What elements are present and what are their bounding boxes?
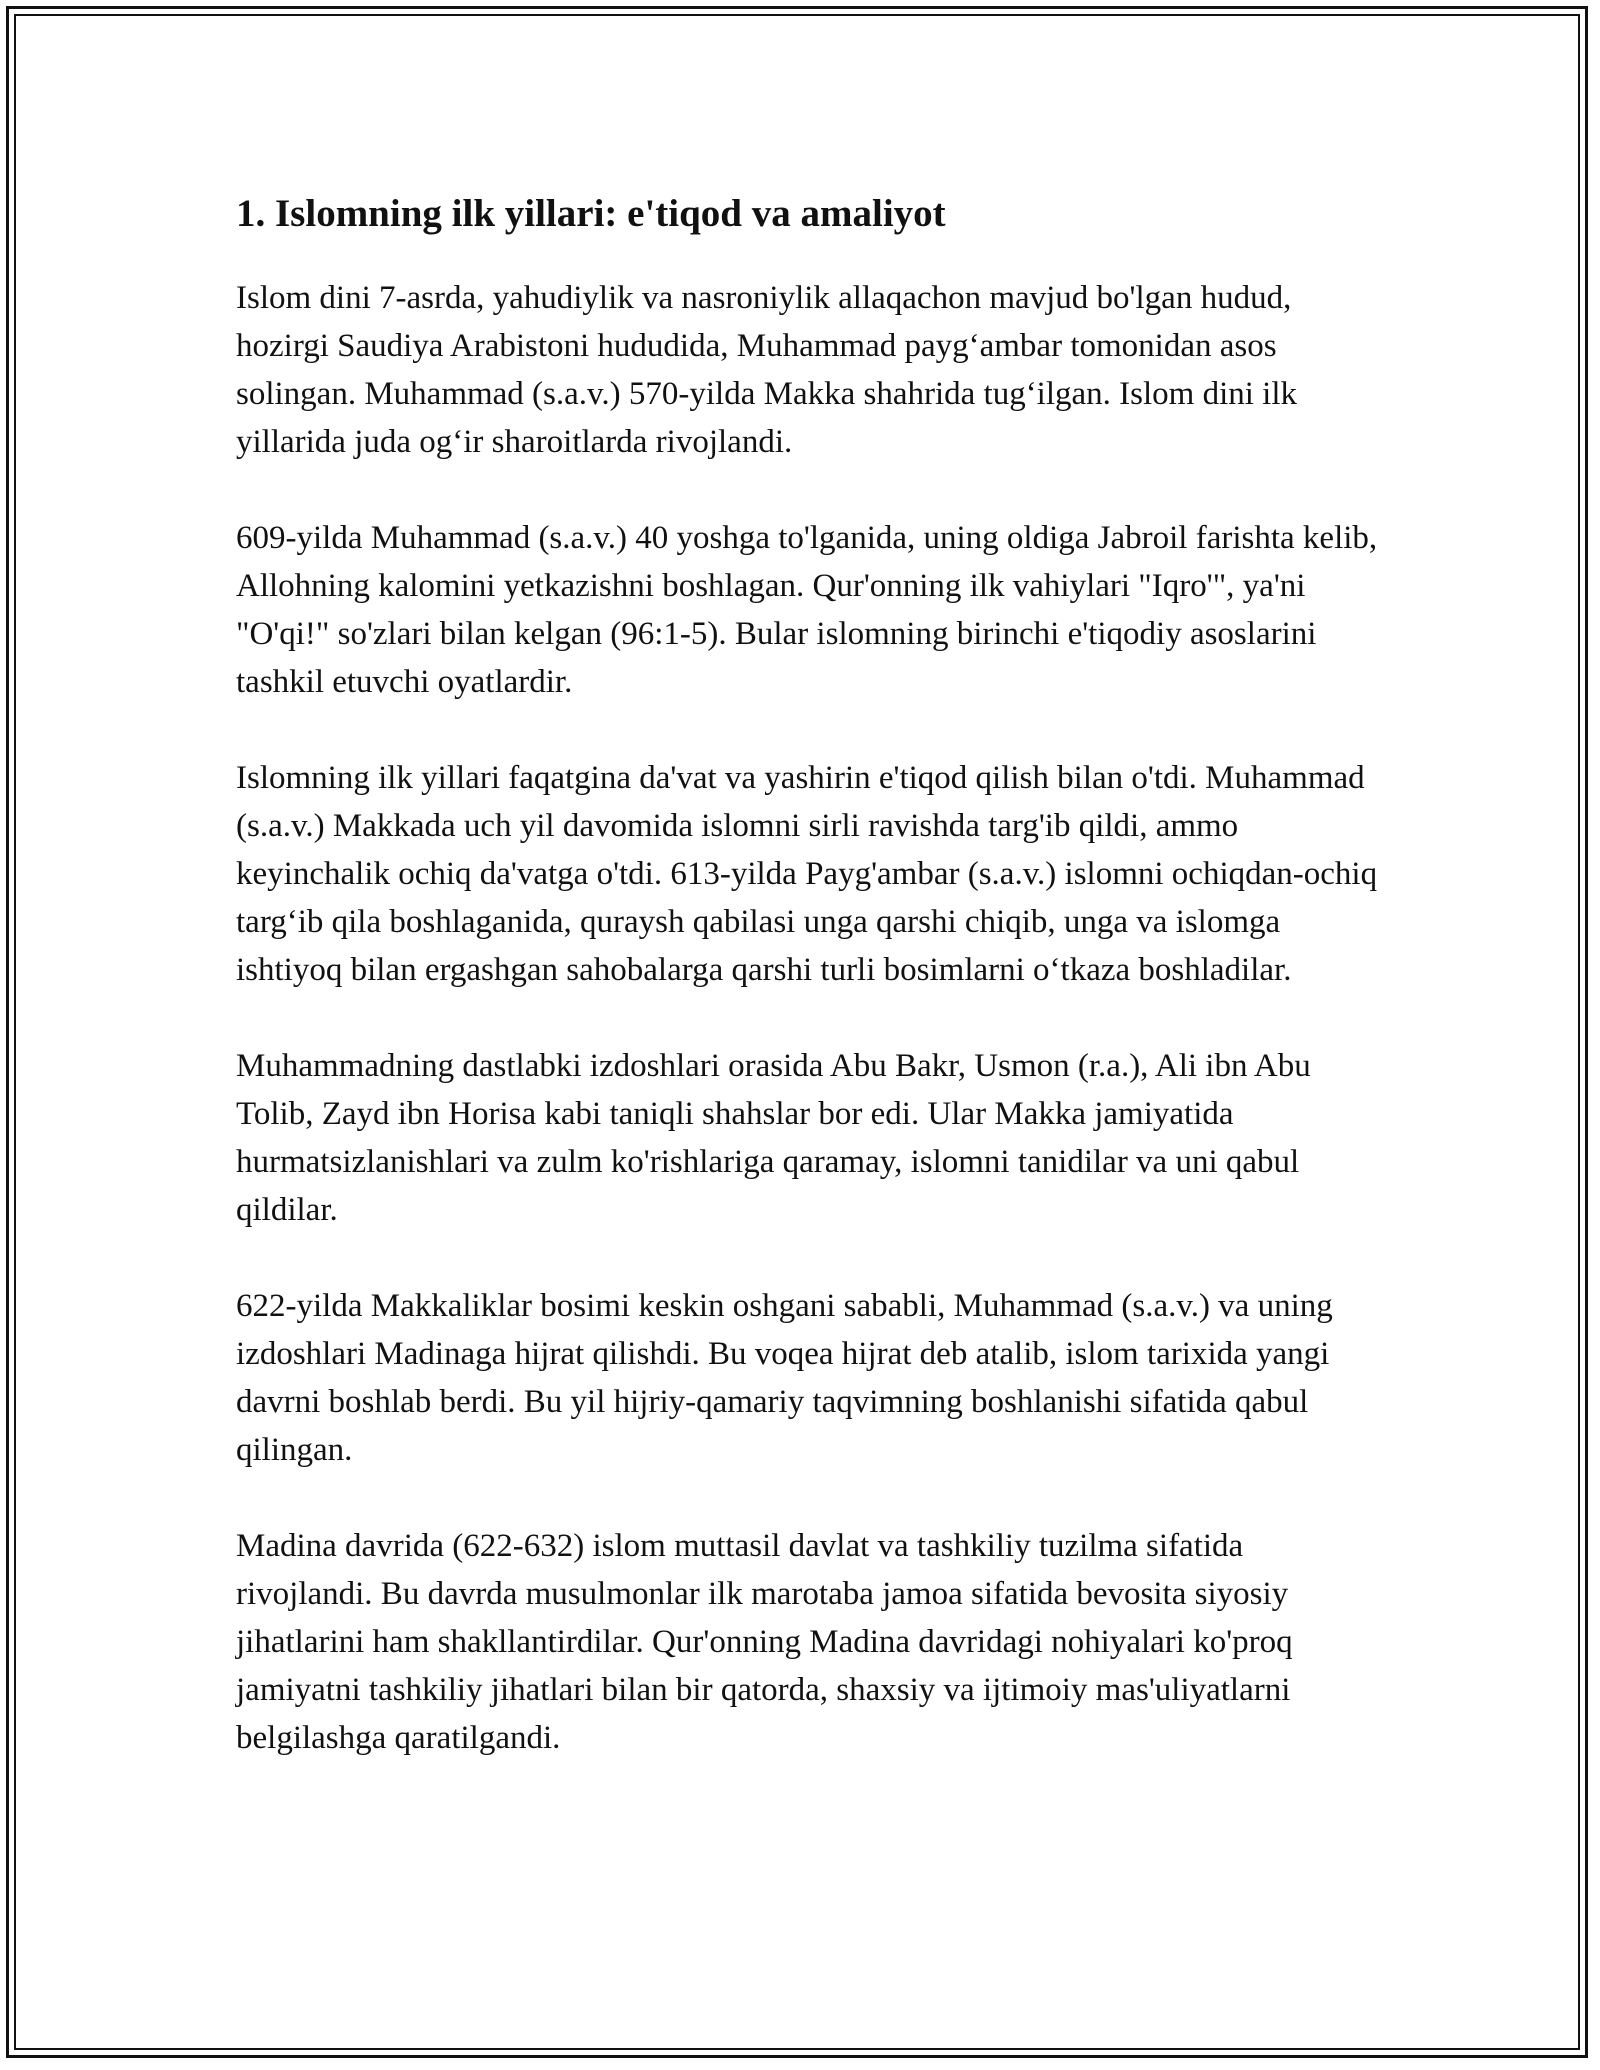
paragraph-1: Islom dini 7-asrda, yahudiylik va nasroniylik allaqachon mavjud bo'lgan hudud, hozirgi Saudiya Arabistoni hududida, Muhammad payg‘ambar tomonidan asos solingan. Muhammad (s.a.v.) 570-yilda Makka shahrida tug‘ilgan. Islom dini ilk yillarida juda og‘ir sharoitlarda rivojlandi.: [236, 280, 1298, 460]
paragraph-2: 609-yilda Muhammad (s.a.v.) 40 yoshga to'lganida, uning oldiga Jabroil farishta kelib, Allohning kalomini yetkazishni boshlagan. Qur'onning ilk vahiylari "Iqro'", ya'ni "O'qi!" so'zlari bilan kelgan (96:1-5). Bular islomning birinchi e'tiqodiy asoslarini tashkil etuvchi oyatlardir.: [236, 520, 1378, 700]
section-heading: 1. Islomning ilk yillari: e'tiqod va amaliyot: [236, 192, 946, 235]
document-body: [236, 184, 1386, 1810]
paragraph-3: Islomning ilk yillari faqatgina da'vat va yashirin e'tiqod qilish bilan o'tdi. Muhammad (s.a.v.) Makkada uch yil davomida islomni sirli ravishda targ'ib qildi, ammo keyinchalik ochiq da'vatga o'tdi. 613-yilda Payg'ambar (s.a.v.) islomni ochiqdan-ochiq targ‘ib qila boshlaganida, quraysh qabilasi unga qarshi chiqib, unga va islomga ishtiyoq bilan ergashgan sahobalarga qarshi turli bosimlarni o‘tkaza boshladilar.: [236, 760, 1378, 988]
paragraph-6: Madina davrida (622-632) islom muttasil davlat va tashkiliy tuzilma sifatida rivojlandi. Bu davrda musulmonlar ilk marotaba jamoa sifatida bevosita siyosiy jihatlarini ham shakllantirdilar. Qur'onning Madina davridagi nohiyalari ko'proq jamiyatni tashkiliy jihatlari bilan bir qatorda, shaxsiy va ijtimoiy mas'uliyatlarni belgilashga qaratilgandi.: [236, 1528, 1293, 1756]
paragraph-4: Muhammadning dastlabki izdoshlari orasida Abu Bakr, Usmon (r.a.), Ali ibn Abu Tolib, Zayd ibn Horisa kabi taniqli shahslar bor edi. Ular Makka jamiyatida hurmatsizlanishlari va zulm ko'rishlariga qaramay, islomni tanidilar va uni qabul qildilar.: [236, 1048, 1311, 1228]
paragraph-5: 622-yilda Makkaliklar bosimi keskin oshgani sababli, Muhammad (s.a.v.) va uning izdoshlari Madinaga hijrat qilishdi. Bu voqea hijrat deb atalib, islom tarixida yangi davrni boshlab berdi. Bu yil hijriy-qamariy taqvimning boshlanishi sifatida qabul qilingan.: [236, 1288, 1333, 1468]
